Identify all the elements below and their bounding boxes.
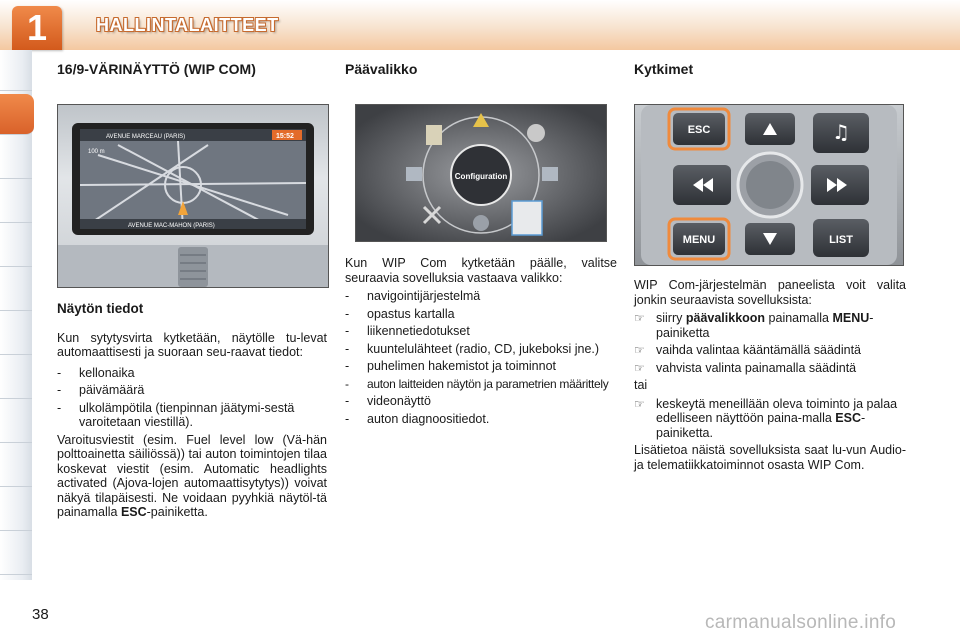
section-heading-main-menu: Päävalikko <box>345 61 418 77</box>
section-heading-display: 16/9-VÄRINÄYTTÖ (WIP COM) <box>57 61 256 77</box>
list-item: - navigointijärjestelmä <box>345 289 481 303</box>
display-intro-text: Kun sytytysvirta kytketään, näytölle tu-levat automaattisesti ja suoraan seu-raavat tiedot: <box>57 330 327 359</box>
pointing-hand-icon: ☞ <box>634 311 645 325</box>
control-panel-illustration <box>635 105 903 265</box>
list-item: - videonäyttö <box>345 394 431 408</box>
diagnostics-menu-icon <box>512 201 542 235</box>
distance-text: 100 m <box>88 149 105 155</box>
main-menu-illustration <box>356 105 606 241</box>
music-note-icon: ♫ <box>832 120 850 144</box>
chapter-tabs <box>0 50 32 580</box>
menu-key-label: MENU <box>682 234 716 246</box>
controls-list-alt <box>634 397 906 441</box>
column-main-menu <box>345 62 617 77</box>
phone-menu-icon <box>542 167 558 181</box>
street-top-text: AVENUE MARCEAU (PARIS) <box>106 134 186 140</box>
map-screen <box>80 129 306 229</box>
audio-menu-icon <box>527 124 545 142</box>
column-display <box>57 62 327 77</box>
list-item: ☞ keskeytä meneillään oleva toiminto ja palaa edelliseen näyttöön paina-malla ESC-painiketta. <box>634 396 898 440</box>
pointing-hand-icon: ☞ <box>634 396 645 411</box>
list-item: ☞ vahvista valinta painamalla säädintä <box>634 360 857 375</box>
list-item: ☞ vaihda valintaa kääntämällä säädintä <box>634 343 861 357</box>
display-illustration <box>58 105 328 287</box>
chapter-tab[interactable] <box>0 446 32 487</box>
list-item: - liikennetiedotukset <box>345 324 470 338</box>
chapter-tab[interactable] <box>0 314 32 355</box>
main-menu-photo <box>355 104 607 242</box>
chapter-tab[interactable] <box>0 534 32 575</box>
list-item: - puhelimen hakemistot ja toiminnot <box>345 359 556 373</box>
chapter-number-badge: 1 <box>12 6 62 50</box>
section-heading-controls: Kytkimet <box>634 61 694 77</box>
warning-message-note: Varoitusviestit (esim. Fuel level low (Vä-hän polttoainetta säiliössä)) tai auton toimintojen tilaa koskevat viestit (esim. Automatic headlights activated (Ajova-lojen automaattisytytys)) voivat näkyä tilapäisesti. Ne voidaan pyyhkiä näytöl-tä painamalla ESC-painiketta. <box>57 432 327 519</box>
list-item: - kuuntelulähteet (radio, CD, jukeboksi jne.) <box>345 341 600 356</box>
controls-footer-text: Lisätietoa näistä sovelluksista saat lu-vun Audio- ja telematiikkatoiminnot osasta WIP Com. <box>634 443 906 472</box>
navigation-menu-icon <box>426 125 442 145</box>
chapter-tab[interactable] <box>0 358 32 399</box>
pointing-hand-icon: ☞ <box>634 360 645 375</box>
subheading-display-info: Näytön tiedot <box>57 301 144 316</box>
air-vent <box>178 247 208 287</box>
display-info-section <box>57 302 327 520</box>
chapter-tab[interactable] <box>0 226 32 267</box>
chapter-tab[interactable] <box>0 270 32 311</box>
list-item: - opastus kartalla <box>345 306 455 321</box>
watermark: carmanualsonline.info <box>705 612 897 633</box>
list-key-label: LIST <box>829 234 853 246</box>
controls-list <box>634 311 906 375</box>
controls-section <box>634 278 906 472</box>
chapter-tab-active[interactable] <box>0 94 34 135</box>
page-number: 38 <box>32 606 49 623</box>
chapter-title: HALLINTALAITTEET <box>96 15 279 35</box>
or-text: tai <box>634 378 648 392</box>
video-menu-icon <box>473 215 489 231</box>
traffic-menu-icon <box>406 167 422 181</box>
chapter-tab[interactable] <box>0 402 32 443</box>
pointing-hand-icon: ☞ <box>634 343 645 357</box>
list-item: - kellonaika <box>57 365 135 380</box>
clock-text: 15:52 <box>276 133 294 140</box>
column-controls <box>634 62 906 77</box>
main-menu-section <box>345 256 617 429</box>
chapter-tab[interactable] <box>0 50 32 91</box>
controls-intro-text: WIP Com-järjestelmän paneelista voit valita jonkin seuraavista sovelluksista: <box>634 278 906 307</box>
display-photo <box>57 104 329 288</box>
list-item: - ulkolämpötila (tienpinnan jäätymi-sestä varoitetaan viestillä). <box>57 400 295 429</box>
main-menu-list <box>345 289 617 426</box>
chapter-tab[interactable] <box>0 182 32 223</box>
street-bottom-text: AVENUE MAC-MAHON (PARIS) <box>128 223 215 229</box>
list-item: - auton diagnoositiedot. <box>345 411 490 426</box>
list-item: - päivämäärä <box>57 383 145 397</box>
display-info-list <box>57 366 327 430</box>
chapter-tab[interactable] <box>0 138 32 179</box>
list-item: - auton laitteiden näytön ja parametrien määrittely <box>345 376 609 391</box>
list-item: ☞ siirry päävalikkoon painamalla MENU-painiketta <box>634 311 874 340</box>
chapter-tab[interactable] <box>0 490 32 531</box>
control-panel-photo <box>634 104 904 266</box>
esc-key-label: ESC <box>687 124 711 136</box>
menu-center-label: Configuration <box>454 172 508 181</box>
main-menu-intro-text: Kun WIP Com kytketään päälle, valitse seuraavia sovelluksia vastaava valikko: <box>345 256 617 285</box>
